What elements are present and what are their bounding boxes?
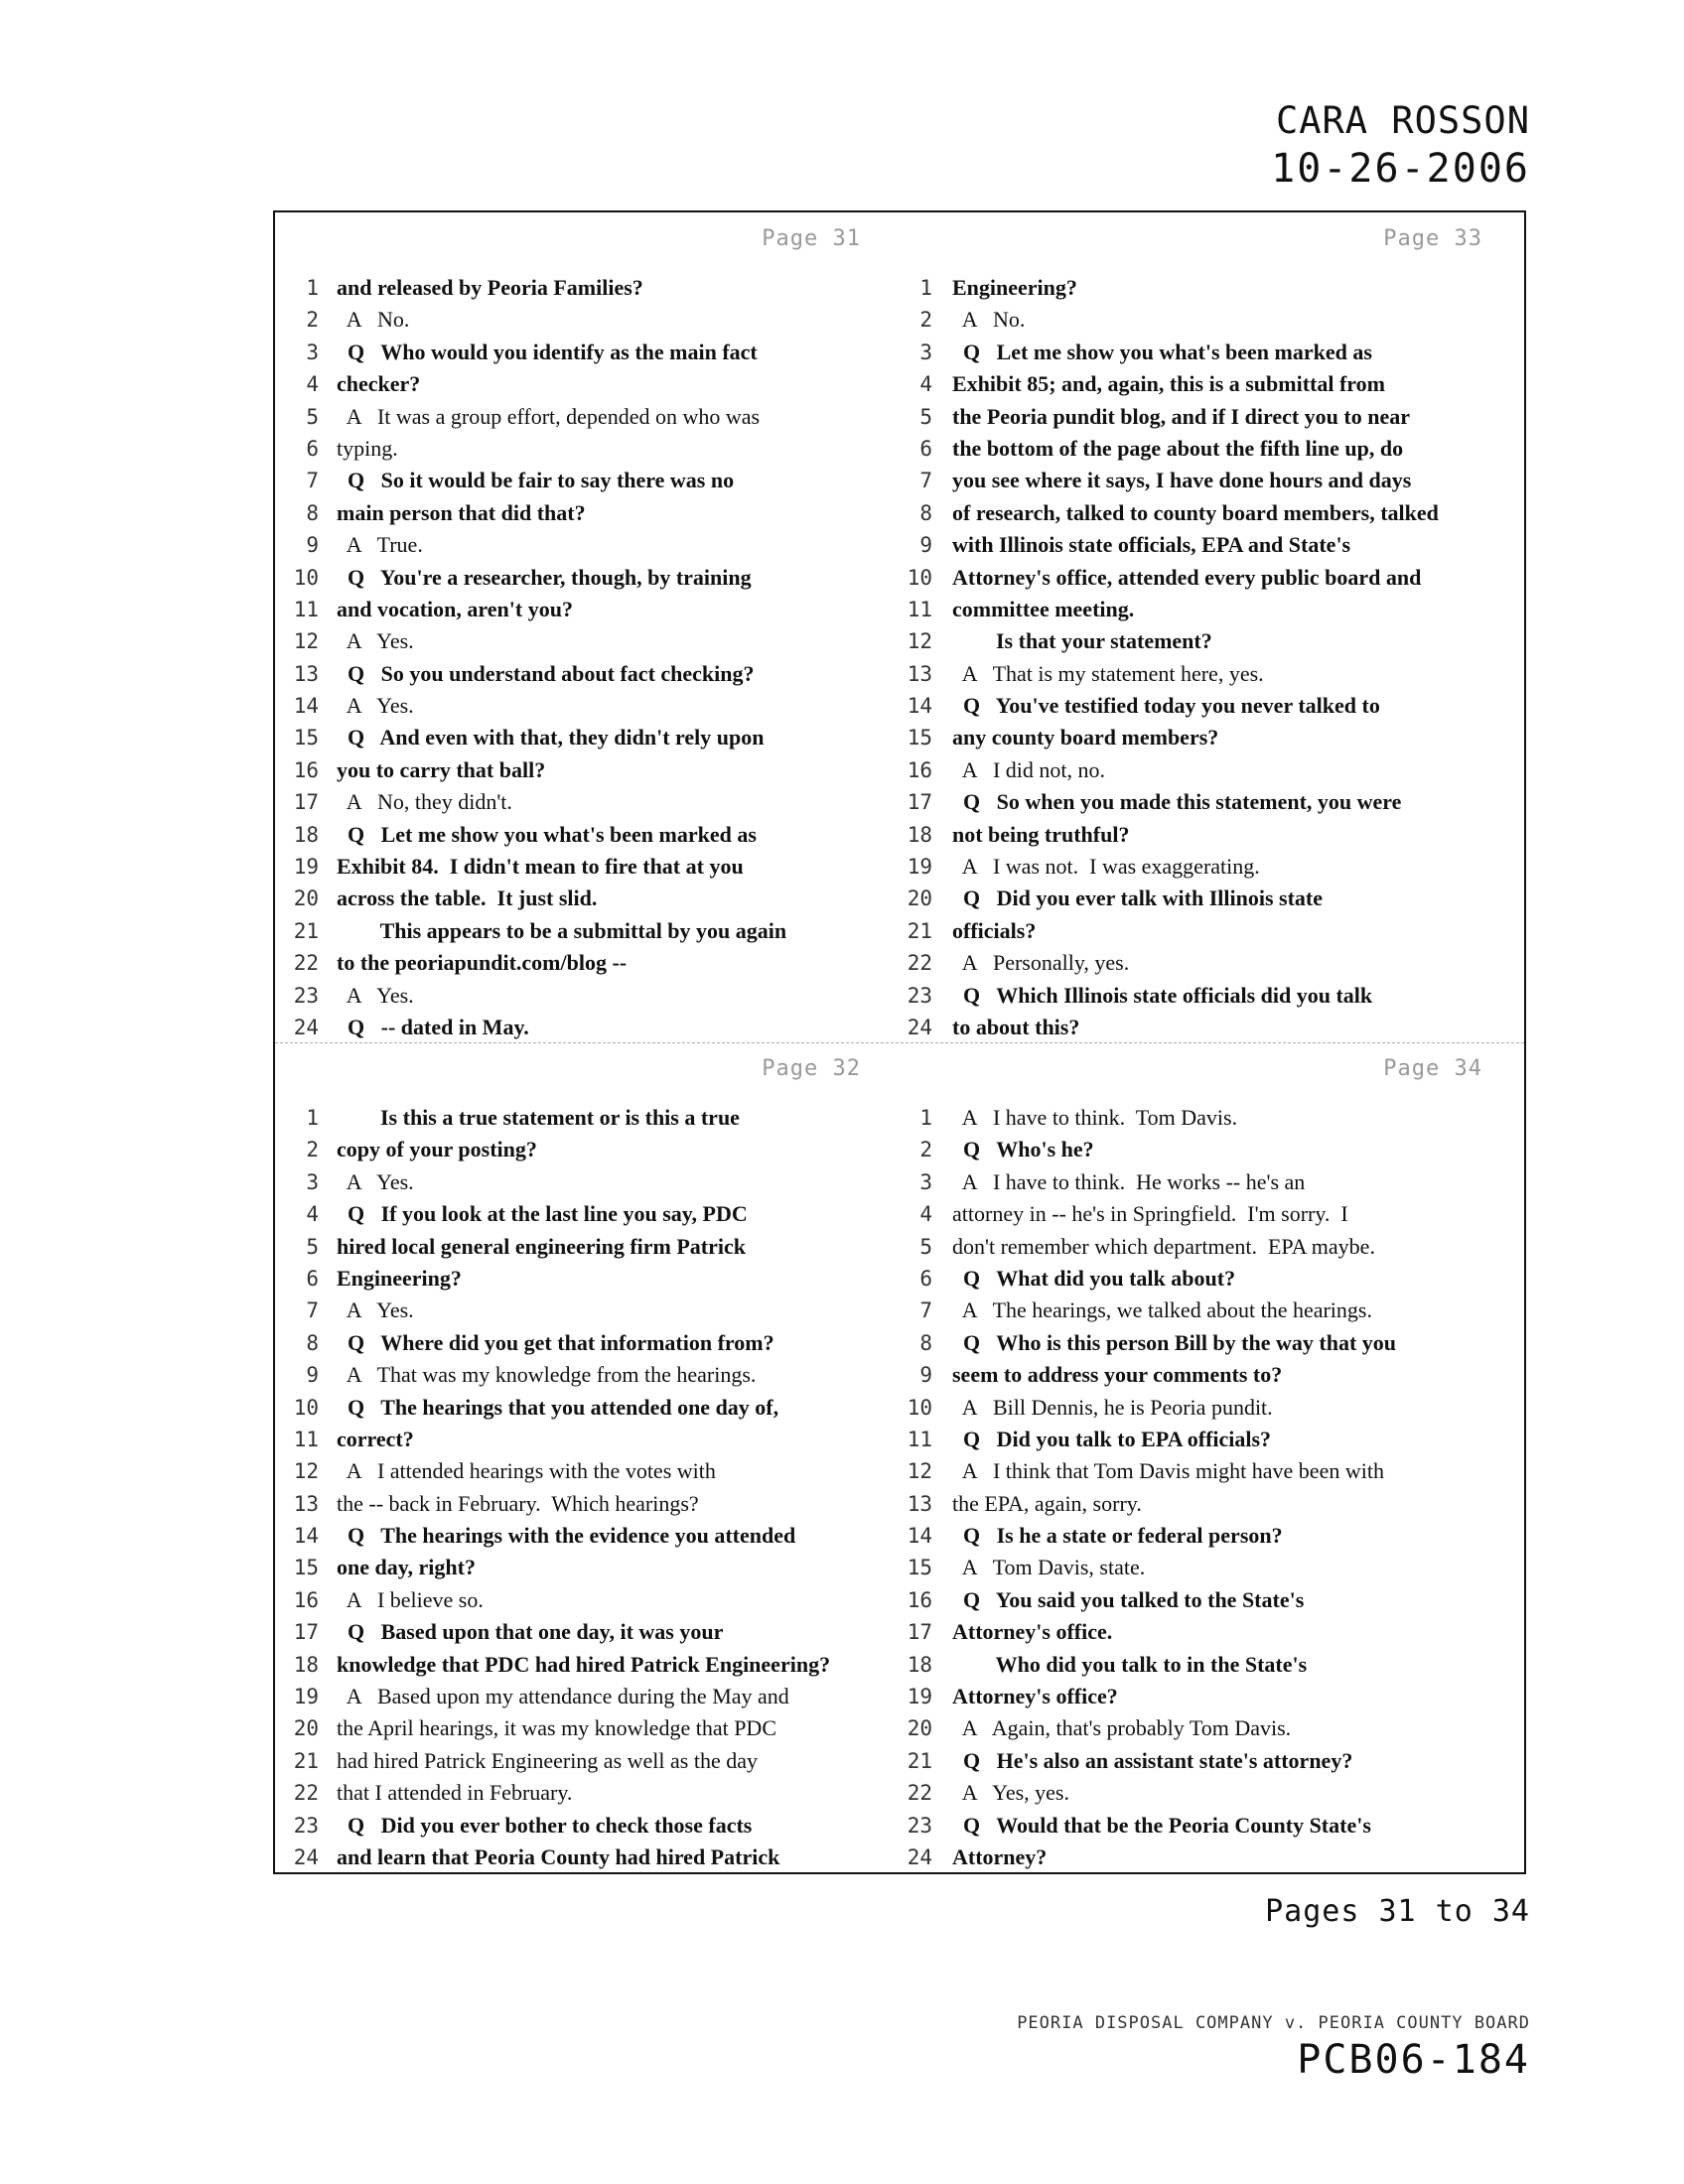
line-number: 6: [919, 436, 932, 461]
line-text: Q What did you talk about?: [952, 1265, 1236, 1291]
case-title: PEORIA DISPOSAL COMPANY v. PEORIA COUNTY BOARD: [1017, 2013, 1530, 2033]
line-text: This appears to be a submittal by you again: [337, 917, 787, 943]
line-text: Attorney's office, attended every public board and: [952, 564, 1422, 590]
line-text: officials?: [952, 917, 1037, 943]
line-number: 6: [306, 436, 319, 461]
case-number: PCB06-184: [1297, 2037, 1530, 2083]
line-text: Q Is he a state or federal person?: [952, 1523, 1283, 1549]
line-number: 12: [907, 629, 932, 654]
line-text: Q Where did you get that information from?: [337, 1329, 774, 1355]
line-number: 16: [907, 1587, 932, 1612]
line-number: 1: [919, 1106, 932, 1130]
line-number: 11: [907, 597, 932, 621]
line-number: 10: [907, 1395, 932, 1420]
line-number: 19: [907, 1685, 932, 1709]
line-number: 21: [907, 918, 932, 943]
line-number: 24: [907, 1844, 932, 1869]
line-number: 13: [293, 1491, 319, 1516]
line-number: 20: [907, 887, 932, 911]
line-text: A I believe so.: [337, 1586, 484, 1612]
line-text: A It was a group effort, depended on who was: [337, 403, 761, 429]
line-text: Q -- dated in May.: [337, 1014, 529, 1039]
line-number: 1: [306, 1106, 319, 1130]
line-number: 7: [919, 1298, 932, 1323]
line-text: A No.: [337, 307, 410, 333]
line-text: Attorney's office?: [952, 1684, 1118, 1709]
line-text: A I was not. I was exaggerating.: [952, 854, 1260, 880]
line-text: typing.: [337, 435, 398, 461]
line-text: Q So when you made this statement, you were: [952, 789, 1402, 815]
line-number: 21: [293, 918, 319, 943]
line-text: and learn that Peoria County had hired Patrick: [337, 1843, 780, 1869]
line-text: hired local general engineering firm Patrick: [337, 1233, 747, 1259]
line-text: attorney in -- he's in Springfield. I'm sorry. I: [952, 1201, 1348, 1227]
line-text: the bottom of the page about the fifth line up, do: [952, 435, 1404, 461]
line-text: Q Did you talk to EPA officials?: [952, 1426, 1272, 1451]
line-number: 17: [907, 1620, 932, 1645]
line-number: 14: [907, 694, 932, 719]
line-text: committee meeting.: [952, 596, 1135, 621]
line-number: 19: [293, 1685, 319, 1709]
line-text: A Yes, yes.: [952, 1780, 1069, 1806]
line-number: 11: [907, 1427, 932, 1451]
line-text: Q If you look at the last line you say, PDC: [337, 1201, 748, 1227]
line-text: knowledge that PDC had hired Patrick Engineering?: [337, 1651, 831, 1677]
line-number: 3: [306, 1169, 319, 1194]
line-text: you see where it says, I have done hours and days: [952, 468, 1412, 493]
line-text: checker?: [337, 371, 421, 397]
line-number: 24: [293, 1015, 319, 1039]
deposition-date: 10-26-2006: [1271, 146, 1530, 192]
line-text: Q Did you ever bother to check those facts: [337, 1812, 753, 1838]
line-text: A Yes.: [337, 1297, 414, 1323]
line-text: Q And even with that, they didn't rely upon: [337, 725, 765, 751]
line-text: Q You're a researcher, though, by training: [337, 564, 752, 590]
line-text: A Yes.: [337, 1168, 414, 1194]
line-text: Q Which Illinois state officials did you talk: [952, 982, 1373, 1008]
line-text: A Tom Davis, state.: [952, 1555, 1146, 1580]
line-number: 17: [293, 1620, 319, 1645]
line-number: 16: [907, 757, 932, 782]
line-text: to about this?: [952, 1014, 1080, 1039]
line-text: A That was my knowledge from the hearings.: [337, 1362, 757, 1388]
line-text: A I have to think. Tom Davis.: [952, 1105, 1238, 1130]
line-number: 9: [306, 533, 319, 558]
line-number: 13: [907, 1491, 932, 1516]
witness-name: CARA ROSSON: [1275, 99, 1530, 142]
line-number: 10: [293, 565, 319, 590]
line-text: Attorney?: [952, 1843, 1048, 1869]
line-text: Q Who is this person Bill by the way that you: [952, 1329, 1397, 1355]
line-number: 1: [306, 276, 319, 300]
line-number: 6: [306, 1266, 319, 1291]
line-number: 23: [907, 983, 932, 1008]
line-text: Q Who would you identify as the main fact: [337, 339, 758, 364]
line-number: 19: [293, 855, 319, 880]
line-number: 2: [306, 1138, 319, 1162]
line-text: A Personally, yes.: [952, 950, 1130, 976]
line-text: Q You said you talked to the State's: [952, 1586, 1305, 1612]
line-text: Q So it would be fair to say there was no: [337, 468, 735, 493]
line-number: 9: [306, 1363, 319, 1388]
line-text: Is that your statement?: [952, 628, 1212, 654]
line-number: 11: [293, 597, 319, 621]
line-number: 17: [907, 790, 932, 815]
line-number: 4: [919, 372, 932, 397]
line-text: that I attended in February.: [337, 1780, 573, 1806]
line-number: 5: [306, 404, 319, 429]
line-number: 18: [293, 822, 319, 847]
line-text: seem to address your comments to?: [952, 1362, 1283, 1388]
line-number: 15: [293, 726, 319, 751]
line-number: 19: [907, 855, 932, 880]
line-number: 3: [919, 340, 932, 364]
line-number: 18: [907, 822, 932, 847]
line-text: correct?: [337, 1426, 414, 1451]
line-text: and released by Peoria Families?: [337, 275, 643, 300]
line-number: 11: [293, 1427, 319, 1451]
pages-range: Pages 31 to 34: [1265, 1894, 1530, 1929]
line-number: 7: [306, 469, 319, 493]
transcript-page: [275, 1042, 897, 1872]
transcript-page: [275, 212, 897, 1042]
line-text: you to carry that ball?: [337, 756, 546, 782]
line-number: 8: [919, 500, 932, 525]
line-number: 21: [907, 1748, 932, 1773]
line-text: had hired Patrick Engineering as well as the day: [337, 1747, 758, 1773]
line-text: Q He's also an assistant state's attorney?: [952, 1747, 1353, 1773]
line-number: 12: [907, 1459, 932, 1484]
line-text: Engineering?: [952, 275, 1077, 300]
line-text: the EPA, again, sorry.: [952, 1490, 1142, 1516]
line-text: Who did you talk to in the State's: [952, 1651, 1308, 1677]
line-text: Q You've testified today you never talked to: [952, 693, 1380, 719]
line-number: 15: [907, 1556, 932, 1580]
line-text: Q Let me show you what's been marked as: [337, 821, 757, 847]
line-text: Q Let me show you what's been marked as: [952, 339, 1372, 364]
page-number-label: Page 31: [762, 226, 861, 251]
line-text: don't remember which department. EPA maybe.: [952, 1233, 1375, 1259]
line-number: 22: [907, 951, 932, 976]
line-text: A Yes.: [337, 693, 414, 719]
line-number: 6: [919, 1266, 932, 1291]
line-number: 16: [293, 1587, 319, 1612]
line-number: 5: [919, 404, 932, 429]
line-text: copy of your posting?: [337, 1137, 537, 1162]
transcript-page: [897, 1042, 1518, 1872]
line-number: 23: [293, 983, 319, 1008]
line-number: 12: [293, 1459, 319, 1484]
line-number: 15: [907, 726, 932, 751]
line-number: 2: [919, 1138, 932, 1162]
line-text: A No.: [952, 307, 1026, 333]
line-number: 2: [306, 308, 319, 333]
line-text: one day, right?: [337, 1555, 476, 1580]
line-number: 21: [293, 1748, 319, 1773]
line-text: the Peoria pundit blog, and if I direct you to near: [952, 403, 1411, 429]
line-number: 8: [306, 500, 319, 525]
line-text: Q The hearings with the evidence you attended: [337, 1523, 796, 1549]
line-text: with Illinois state officials, EPA and State's: [952, 532, 1351, 558]
line-text: to the peoriapundit.com/blog --: [337, 950, 628, 976]
line-number: 18: [293, 1652, 319, 1677]
line-text: A No, they didn't.: [337, 789, 512, 815]
line-text: A I have to think. He works -- he's an: [952, 1168, 1306, 1194]
line-text: Exhibit 85; and, again, this is a submittal from: [952, 371, 1386, 397]
line-number: 3: [919, 1169, 932, 1194]
line-text: A True.: [337, 532, 423, 558]
line-text: Engineering?: [337, 1265, 462, 1291]
line-number: 1: [919, 276, 932, 300]
line-number: 4: [306, 372, 319, 397]
line-text: Q Based upon that one day, it was your: [337, 1619, 724, 1645]
line-text: A I did not, no.: [952, 756, 1106, 782]
line-text: and vocation, aren't you?: [337, 596, 573, 621]
line-number: 7: [306, 1298, 319, 1323]
line-number: 14: [293, 694, 319, 719]
line-number: 5: [306, 1234, 319, 1259]
transcript-page: [897, 212, 1518, 1042]
line-text: A The hearings, we talked about the hearings.: [952, 1297, 1372, 1323]
line-text: A Again, that's probably Tom Davis.: [952, 1715, 1292, 1741]
line-text: Q Who's he?: [952, 1137, 1094, 1162]
line-text: A Yes.: [337, 628, 414, 654]
line-text: any county board members?: [952, 725, 1219, 751]
line-number: 16: [293, 757, 319, 782]
line-number: 2: [919, 308, 932, 333]
line-number: 22: [907, 1781, 932, 1806]
line-text: Exhibit 84. I didn't mean to fire that at you: [337, 854, 744, 880]
line-number: 17: [293, 790, 319, 815]
line-text: of research, talked to county board members, talked: [952, 499, 1439, 525]
line-text: Is this a true statement or is this a true: [337, 1105, 740, 1130]
page-number-label: Page 34: [1383, 1056, 1482, 1081]
line-number: 13: [293, 661, 319, 686]
line-number: 4: [306, 1202, 319, 1227]
line-text: Q Would that be the Peoria County State's: [952, 1812, 1371, 1838]
transcript-frame: [273, 210, 1526, 1874]
line-text: Q The hearings that you attended one day of,: [337, 1394, 779, 1420]
line-number: 18: [907, 1652, 932, 1677]
line-number: 10: [907, 565, 932, 590]
line-number: 9: [919, 533, 932, 558]
line-number: 7: [919, 469, 932, 493]
line-text: A Based upon my attendance during the May and: [337, 1684, 789, 1709]
line-text: A Yes.: [337, 982, 414, 1008]
line-number: 12: [293, 629, 319, 654]
line-number: 8: [919, 1330, 932, 1355]
line-text: the -- back in February. Which hearings?: [337, 1490, 699, 1516]
line-text: Q So you understand about fact checking?: [337, 660, 755, 686]
line-text: not being truthful?: [952, 821, 1130, 847]
line-text: the April hearings, it was my knowledge that PDC: [337, 1715, 776, 1741]
line-text: A I attended hearings with the votes with: [337, 1458, 716, 1484]
line-number: 5: [919, 1234, 932, 1259]
line-number: 4: [919, 1202, 932, 1227]
line-number: 8: [306, 1330, 319, 1355]
line-number: 22: [293, 951, 319, 976]
line-number: 24: [907, 1015, 932, 1039]
line-number: 15: [293, 1556, 319, 1580]
line-number: 20: [293, 1716, 319, 1741]
line-number: 20: [293, 887, 319, 911]
line-number: 20: [907, 1716, 932, 1741]
line-text: Q Did you ever talk with Illinois state: [952, 886, 1324, 911]
page-number-label: Page 32: [762, 1056, 861, 1081]
line-text: across the table. It just slid.: [337, 886, 598, 911]
line-number: 13: [907, 661, 932, 686]
line-number: 23: [907, 1813, 932, 1838]
line-number: 3: [306, 340, 319, 364]
line-number: 24: [293, 1844, 319, 1869]
line-text: A That is my statement here, yes.: [952, 660, 1264, 686]
line-text: main person that did that?: [337, 499, 586, 525]
line-text: A I think that Tom Davis might have been with: [952, 1458, 1384, 1484]
line-number: 22: [293, 1781, 319, 1806]
line-number: 9: [919, 1363, 932, 1388]
line-number: 23: [293, 1813, 319, 1838]
page-number-label: Page 33: [1383, 226, 1482, 251]
line-number: 14: [293, 1524, 319, 1549]
line-number: 10: [293, 1395, 319, 1420]
line-number: 14: [907, 1524, 932, 1549]
line-text: A Bill Dennis, he is Peoria pundit.: [952, 1394, 1273, 1420]
line-text: Attorney's office.: [952, 1619, 1113, 1645]
